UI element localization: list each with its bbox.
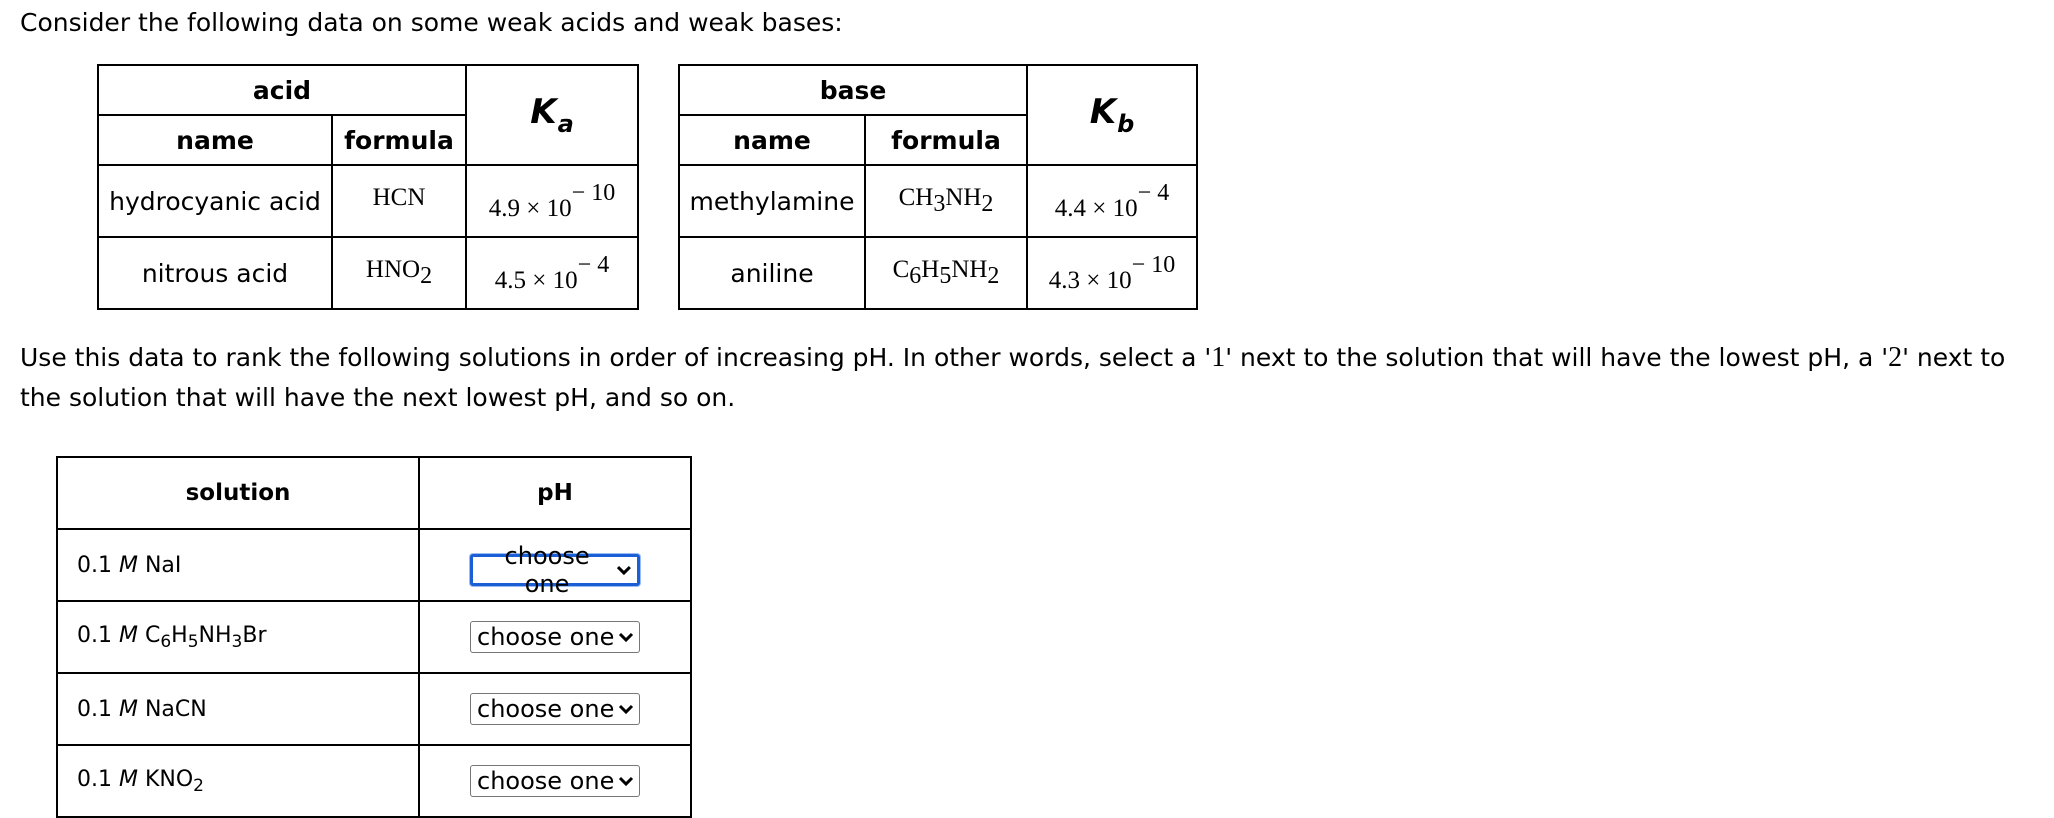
ka-value: $4.9 \times 10^{- 10}$ <box>466 165 638 237</box>
solution-label: 0.1 M NaCN <box>57 673 419 745</box>
table-row <box>679 165 1197 237</box>
table-row <box>98 165 638 237</box>
chevron-down-icon <box>617 700 635 718</box>
base-name: aniline <box>679 237 865 309</box>
kb-value: $4.4 \times 10^{- 4}$ <box>1027 165 1197 237</box>
acid-group-header: acid <box>98 65 466 115</box>
base-formula: $CH_3NH_2$ <box>865 165 1027 237</box>
acid-formula-header: formula <box>332 115 466 165</box>
intro-text: Consider the following data on some weak acids and weak bases: <box>20 8 843 37</box>
solution-label: 0.1 M NaI <box>57 529 419 601</box>
table-row <box>98 237 638 309</box>
table-row <box>679 237 1197 309</box>
select-value: choose one <box>477 767 615 795</box>
ka-value: $4.5 \times 10^{- 4}$ <box>466 237 638 309</box>
table-row <box>57 529 691 601</box>
solution-label: 0.1 M $KNO_2$ <box>57 745 419 817</box>
acid-name: hydrocyanic acid <box>98 165 332 237</box>
ranking-table <box>56 456 692 818</box>
ph-header: pH <box>419 457 691 529</box>
base-name: methylamine <box>679 165 865 237</box>
base-formula-header: formula <box>865 115 1027 165</box>
select-value: choose one <box>477 695 615 723</box>
table-row <box>57 745 691 817</box>
solution-label: 0.1 M $C_6H_5NH_3Br$ <box>57 601 419 673</box>
acid-name-header: name <box>98 115 332 165</box>
acid-formula: HCN <box>332 165 466 237</box>
table-row <box>57 601 691 673</box>
ka-header: $K_a$ <box>466 65 638 165</box>
acid-table <box>97 64 639 310</box>
ph-rank-select[interactable] <box>470 621 640 653</box>
kb-value: $4.3 \times 10^{- 10}$ <box>1027 237 1197 309</box>
select-value: choose one <box>477 623 615 651</box>
acid-name: nitrous acid <box>98 237 332 309</box>
ph-rank-select[interactable] <box>470 541 640 598</box>
base-table <box>678 64 1198 310</box>
ph-rank-select[interactable] <box>470 693 640 725</box>
chevron-down-icon <box>615 561 633 579</box>
acid-formula: $HNO_2$ <box>332 237 466 309</box>
kb-header: $K_b$ <box>1027 65 1197 165</box>
chevron-down-icon <box>617 772 635 790</box>
base-group-header: base <box>679 65 1027 115</box>
table-row <box>57 673 691 745</box>
instructions-text: Use this data to rank the following solutions in order of increasing pH. In other words, select a '1' next to the solution that will have the lowest pH, a '2' next to the solution that will have the next lowest pH, and so on. <box>20 342 2006 412</box>
base-name-header: name <box>679 115 865 165</box>
base-formula: $C_6H_5NH_2$ <box>865 237 1027 309</box>
select-value: choose one <box>504 541 590 598</box>
chevron-down-icon <box>617 628 635 646</box>
ph-rank-select[interactable] <box>470 765 640 797</box>
solution-header: solution <box>57 457 419 529</box>
